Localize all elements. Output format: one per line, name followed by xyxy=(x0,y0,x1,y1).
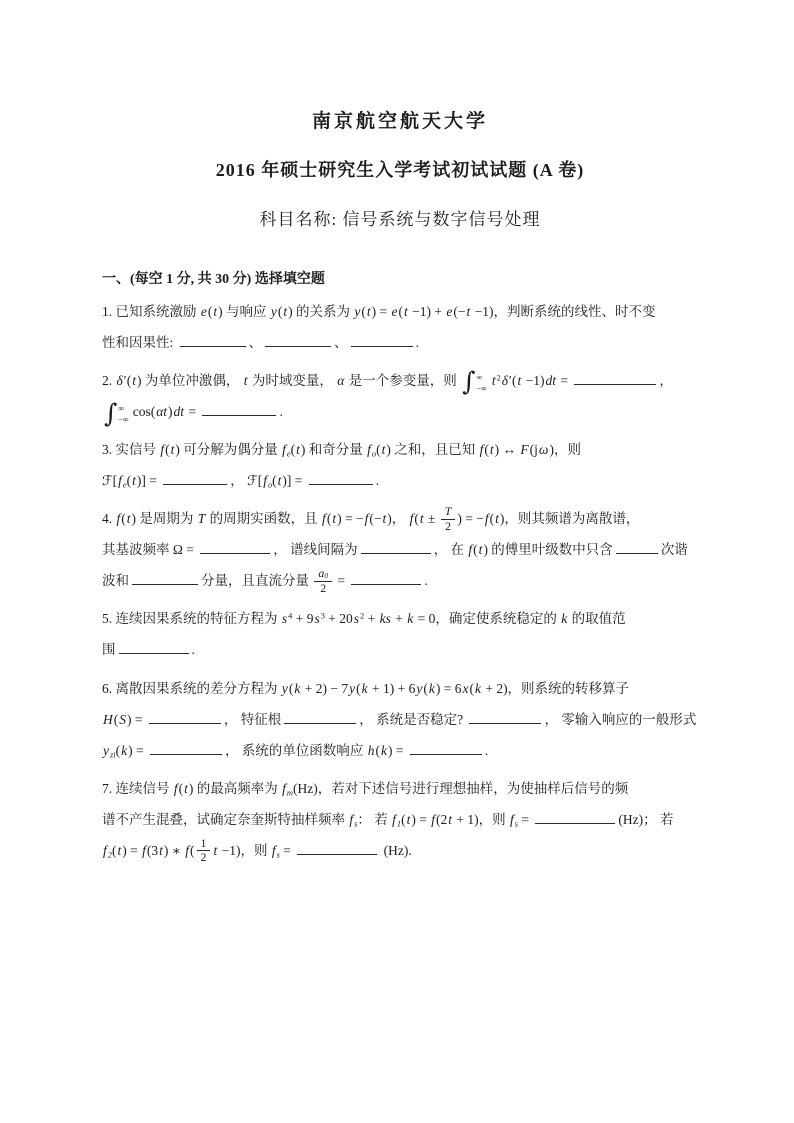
text-run: ， 零输入响应的一般形式 xyxy=(544,711,697,727)
text-run: + 2)，则系统的转移算子 xyxy=(481,680,630,696)
text-run: ) 的傅里叶级数中只含 xyxy=(483,542,613,558)
text-run: ( xyxy=(113,711,119,727)
math-run: F xyxy=(520,442,529,458)
subscript: s xyxy=(354,819,358,829)
math-run: s xyxy=(281,611,288,627)
text-run: (Hz). xyxy=(380,842,412,858)
text-run: ， 谱线间隔为 xyxy=(273,542,358,558)
question-line xyxy=(102,773,698,804)
blank-underline xyxy=(574,372,656,385)
integral-limits xyxy=(118,404,128,425)
text-run: ( xyxy=(401,811,406,827)
blank-underline xyxy=(119,642,189,655)
text-run: 3. 实信号 xyxy=(102,442,160,458)
math-run: f xyxy=(263,473,267,489)
question-7 xyxy=(102,773,698,866)
question-line xyxy=(102,465,698,496)
text-run: 、 xyxy=(334,335,348,351)
math-run: f xyxy=(282,780,286,796)
question-line xyxy=(102,673,698,704)
text-run: = xyxy=(518,811,533,827)
math-run: y xyxy=(103,742,109,758)
integral-upper-limit: ∞ xyxy=(118,403,125,413)
subscript: o xyxy=(267,480,273,490)
text-run: + 2) − 7 xyxy=(301,680,349,696)
text-run: )，则 xyxy=(549,442,581,458)
text-run: ( xyxy=(423,680,428,696)
text-run: ) 的关系为 xyxy=(288,304,354,319)
math-run: t xyxy=(517,373,522,389)
text-run: ) = xyxy=(122,842,142,858)
math-run: y xyxy=(349,680,356,696)
math-run: t xyxy=(132,373,136,389)
text-run: 2. xyxy=(102,373,116,389)
question-line xyxy=(102,327,698,358)
question-1 xyxy=(102,296,698,358)
text-run: + xyxy=(391,611,407,627)
math-run: x xyxy=(462,680,469,696)
text-run: ( xyxy=(290,442,296,458)
math-run: f xyxy=(103,842,107,858)
text-run: + 1)，则 xyxy=(453,811,509,827)
math-run: t xyxy=(126,511,131,527)
integral xyxy=(104,398,131,429)
integral xyxy=(462,367,489,398)
text-run: ) ∗ xyxy=(163,842,185,858)
text-run: = xyxy=(557,373,572,389)
integral-lower-limit: −∞ xyxy=(476,383,487,393)
text-run: 谱不产生混叠，试确定奈奎斯特抽样频率 xyxy=(102,811,349,827)
math-run: f xyxy=(431,811,435,827)
question-line xyxy=(102,365,698,396)
math-run: y xyxy=(270,304,277,319)
text-run: (j xyxy=(529,442,538,458)
math-run: α xyxy=(337,373,345,389)
math-run: f xyxy=(271,842,276,858)
question-5 xyxy=(102,603,698,665)
text-run: 分量，且直流分量 xyxy=(201,573,313,589)
text-run: ( xyxy=(126,473,132,489)
subscript: e xyxy=(122,480,127,490)
text-run: ， 系统的单位函数响应 xyxy=(224,742,367,758)
text-run: ( xyxy=(473,542,478,558)
text-run: ( xyxy=(115,742,121,758)
text-run: 的取值范 xyxy=(568,611,626,627)
fraction-numerator: a0 xyxy=(314,567,332,582)
math-run: f xyxy=(142,842,146,858)
question-line xyxy=(102,503,698,534)
text-run: ( xyxy=(178,780,184,796)
title-block xyxy=(102,106,698,230)
math-run: t xyxy=(381,442,386,458)
text-run: ) 是周期为 xyxy=(131,511,197,527)
text-run: ) = xyxy=(128,742,147,758)
text-run: (Hz)，若对下述信号进行理想抽样，为使抽样后信号的频 xyxy=(292,780,629,796)
text-run: = xyxy=(334,573,349,589)
subscript: 1 xyxy=(396,819,402,829)
math-run: f xyxy=(173,780,178,796)
text-run: + xyxy=(364,611,379,627)
math-run: f xyxy=(409,511,414,527)
text-run: ) 与响应 xyxy=(218,304,270,319)
math-run: h xyxy=(367,742,375,758)
math-run: t xyxy=(213,842,218,858)
question-line xyxy=(102,534,698,565)
text-run: ( xyxy=(414,511,419,527)
text-run: 7. 连续信号 xyxy=(102,780,173,796)
text-run: ) = xyxy=(411,811,431,827)
math-run: f xyxy=(484,511,489,527)
math-run: f xyxy=(392,811,396,827)
math-run: t xyxy=(419,511,424,527)
math-run: t xyxy=(184,780,188,796)
fraction-denominator: 2 xyxy=(200,850,207,865)
math-run: s xyxy=(353,611,360,627)
math-run: dt xyxy=(545,373,557,389)
blank-underline xyxy=(265,334,331,347)
text-run: (2 xyxy=(436,811,448,827)
text-run: ( xyxy=(111,842,117,858)
math-run: t xyxy=(448,811,453,827)
questions-list xyxy=(102,296,698,866)
question-line xyxy=(102,835,698,866)
math-run: t xyxy=(366,304,371,319)
blank-underline xyxy=(132,573,198,586)
blank-underline xyxy=(150,742,222,755)
text-run: −1)，判断系统的线性、时不变 xyxy=(471,304,656,319)
math-run: y xyxy=(416,680,423,696)
math-run: dt xyxy=(173,404,185,420)
integral-limits xyxy=(476,373,486,394)
superscript: 2 xyxy=(496,373,501,383)
math-run: f xyxy=(364,511,369,527)
text-run: . xyxy=(375,473,380,489)
text-run: ) 之和，且已知 xyxy=(386,442,479,458)
text-run: + 1) + 6 xyxy=(368,680,416,696)
text-run: . xyxy=(424,573,428,589)
text-run: ) = xyxy=(127,711,146,727)
text-run: ) 为单位冲激偶， xyxy=(137,373,243,389)
text-run: ， 特征根 xyxy=(223,711,282,727)
text-run: + 20 xyxy=(324,611,353,627)
text-run: ℱ[ xyxy=(102,473,118,489)
math-run: e xyxy=(200,304,207,319)
text-run: )，则其频谱为离散谱， xyxy=(499,511,640,527)
math-run: e xyxy=(391,304,398,319)
text-run: 性和因果性: xyxy=(102,335,177,351)
text-run: ) = xyxy=(387,742,407,758)
blank-underline xyxy=(535,811,615,824)
fraction-numerator: T xyxy=(441,505,456,520)
text-run: 围 xyxy=(102,642,116,658)
math-run: δ′ xyxy=(116,373,126,389)
math-run: s xyxy=(314,611,320,627)
integral-upper-limit: ∞ xyxy=(476,372,483,382)
math-run: t xyxy=(277,473,282,489)
math-run: t xyxy=(478,542,483,558)
superscript: 4 xyxy=(288,611,293,621)
math-run: t xyxy=(243,373,248,389)
math-run: f xyxy=(185,842,190,858)
text-run: (Hz)； 若 xyxy=(618,811,674,827)
text-run: ± xyxy=(424,511,439,527)
question-3 xyxy=(102,434,698,496)
text-run: = 0，确定使系统稳定的 xyxy=(414,611,561,627)
math-run: y xyxy=(281,680,288,696)
subject-name: 科目名称: 信号系统与数字信号处理 xyxy=(259,210,541,229)
blank-underline xyxy=(284,711,356,724)
university-title: 南京航空航天大学 xyxy=(311,111,488,132)
blank-underline xyxy=(361,542,431,555)
text-run: ( xyxy=(190,842,195,858)
math-run: k xyxy=(294,680,301,696)
text-run: ( xyxy=(356,680,361,696)
integral-lower-limit: −∞ xyxy=(118,414,129,424)
text-run: = xyxy=(185,404,200,420)
blank-underline xyxy=(469,711,541,724)
text-run: ( xyxy=(489,511,495,527)
math-run: ks xyxy=(379,611,391,627)
question-4 xyxy=(102,503,698,596)
subscript: 2 xyxy=(107,850,112,860)
math-run: δ′ xyxy=(501,373,511,389)
math-run: t xyxy=(404,304,408,319)
text-run: = xyxy=(279,842,295,858)
math-run: k xyxy=(121,742,128,758)
text-run: 、 xyxy=(248,335,263,351)
math-run: t xyxy=(382,511,387,527)
subscript: e xyxy=(286,449,291,459)
blank-underline xyxy=(297,842,377,855)
math-run: f xyxy=(479,442,484,458)
superscript: 3 xyxy=(320,611,325,621)
math-run: t xyxy=(117,842,122,858)
math-run: S xyxy=(119,711,126,727)
subscript: s xyxy=(514,819,519,829)
blank-underline xyxy=(309,472,373,485)
text-run: ) 可分解为偶分量 xyxy=(175,442,282,458)
blank-underline xyxy=(180,334,246,347)
fraction xyxy=(314,567,332,595)
text-run: ( xyxy=(375,742,380,758)
math-run: t xyxy=(495,511,499,527)
text-run: . xyxy=(484,742,489,758)
math-run: t xyxy=(296,442,300,458)
math-run: ω xyxy=(538,442,549,458)
question-line xyxy=(102,804,698,835)
subscript: 0 xyxy=(324,571,328,581)
text-run: ) 的最高频率为 xyxy=(188,780,282,796)
question-line xyxy=(102,396,698,427)
math-run: y xyxy=(354,304,361,319)
text-run: cos( xyxy=(132,404,156,420)
math-run: k xyxy=(428,680,435,696)
text-run: ( xyxy=(469,680,474,696)
text-run: 的周期实函数，且 xyxy=(206,511,322,527)
math-run: k xyxy=(407,611,414,627)
text-run: ( xyxy=(272,473,277,489)
math-run: e xyxy=(446,304,453,319)
text-run: ， 系统是否稳定? xyxy=(359,711,467,727)
math-run: f xyxy=(160,442,165,458)
text-run: ) = − xyxy=(457,511,484,527)
text-run: 是一个参变量，则 xyxy=(345,373,461,389)
math-run: f xyxy=(367,442,371,458)
math-run: t xyxy=(466,304,471,319)
text-run: . xyxy=(279,404,283,420)
blank-underline xyxy=(351,573,421,586)
text-run: 为时域变量， xyxy=(248,373,337,389)
text-run: ) xyxy=(168,404,173,420)
text-run: 波和 xyxy=(102,573,129,589)
text-run: ( xyxy=(207,304,213,319)
question-line xyxy=(102,603,698,634)
fraction-denominator: 2 xyxy=(320,580,327,595)
text-run: ( xyxy=(288,680,294,696)
math-run: f xyxy=(282,442,286,458)
text-run: ， 在 xyxy=(433,542,468,558)
math-run: f xyxy=(510,811,514,827)
math-run: k xyxy=(561,611,568,627)
text-run: ) ↔ xyxy=(494,442,520,458)
subscript: s xyxy=(276,850,280,860)
math-run: f xyxy=(349,811,354,827)
blank-underline xyxy=(202,403,276,416)
text-run: ( xyxy=(398,304,404,319)
integral-sign: ∫ xyxy=(104,398,118,429)
section-heading: 一、(每空 1 分, 共 30 分) 选择填空题 xyxy=(102,272,325,287)
math-run: t xyxy=(159,842,163,858)
text-run: (− xyxy=(453,304,466,319)
superscript: 2 xyxy=(360,611,365,621)
text-run: −1)，则 xyxy=(218,842,271,858)
text-run: ) = 6 xyxy=(435,680,462,696)
math-run: t xyxy=(170,442,175,458)
math-run: k xyxy=(380,742,387,758)
text-run: 4. xyxy=(102,511,116,527)
text-run: ( xyxy=(121,511,126,527)
question-line xyxy=(102,735,698,766)
text-run: 次谐 xyxy=(660,542,688,558)
text-run: ( xyxy=(361,304,366,319)
text-run: )] = xyxy=(136,473,161,489)
math-run: f xyxy=(322,511,326,527)
math-run: T xyxy=(197,511,206,527)
text-run: 1. 已知系统激励 xyxy=(102,304,200,319)
text-run: ( xyxy=(376,442,381,458)
fraction xyxy=(441,505,456,533)
question-6 xyxy=(102,673,698,766)
text-run: ， ℱ[ xyxy=(230,473,263,489)
text-run: )] = xyxy=(282,473,306,489)
math-run: f xyxy=(116,511,121,527)
subscript: zi xyxy=(110,750,116,760)
text-run: ) = − xyxy=(337,511,364,527)
text-run: . xyxy=(191,642,195,658)
text-run: ) 和奇分量 xyxy=(300,442,367,458)
text-run: )， xyxy=(387,511,409,527)
fraction-numerator: 1 xyxy=(197,837,211,852)
math-run: t xyxy=(332,511,337,527)
text-run: ( xyxy=(326,511,332,527)
question-line xyxy=(102,634,698,665)
text-run: ( xyxy=(165,442,170,458)
exam-title: 2016 年硕士研究生入学考试初试试题 (A 卷) xyxy=(215,160,585,180)
text-run: ) = xyxy=(371,304,391,319)
math-run: k xyxy=(474,680,481,696)
blank-underline xyxy=(616,542,658,555)
text-run: ( xyxy=(277,304,283,319)
text-run: −1) + xyxy=(408,304,446,319)
math-run: f xyxy=(468,542,473,558)
math-run: t xyxy=(283,304,288,319)
math-run: t xyxy=(406,811,411,827)
text-run: 其基波频率 Ω = xyxy=(102,542,198,558)
text-run: ( xyxy=(126,373,132,389)
blank-underline xyxy=(163,472,227,485)
subscript: m xyxy=(286,788,293,798)
text-run: 5. 连续因果系统的特征方程为 xyxy=(102,611,281,627)
text-run: + 9 xyxy=(292,611,314,627)
math-run: t xyxy=(132,473,136,489)
blank-underline xyxy=(200,542,270,555)
text-run: ， xyxy=(659,373,673,389)
fraction-denominator: 2 xyxy=(445,518,452,533)
math-run: k xyxy=(361,680,368,696)
text-run: (3 xyxy=(146,842,159,858)
blank-underline xyxy=(351,334,413,347)
text-run: . xyxy=(415,335,420,351)
text-run: ( xyxy=(484,442,489,458)
math-run: t xyxy=(491,373,496,389)
question-line xyxy=(102,296,698,327)
text-run: 6. 离散因果系统的差分方程为 xyxy=(102,680,281,696)
math-run: H xyxy=(103,711,113,727)
blank-underline xyxy=(410,742,482,755)
question-2 xyxy=(102,365,698,427)
text-run: (− xyxy=(369,511,382,527)
subscript: o xyxy=(371,449,377,459)
text-run: −1) xyxy=(522,373,545,389)
math-run: f xyxy=(118,473,122,489)
question-line xyxy=(102,565,698,596)
text-run: ： 若 xyxy=(357,811,392,827)
fraction xyxy=(197,837,211,865)
math-run: t xyxy=(489,442,494,458)
math-run: t xyxy=(213,304,218,319)
integral-sign: ∫ xyxy=(462,367,476,398)
blank-underline xyxy=(149,711,221,724)
question-line xyxy=(102,434,698,465)
math-run: αt xyxy=(156,404,168,420)
question-line xyxy=(102,704,698,735)
text-run: ( xyxy=(512,373,517,389)
